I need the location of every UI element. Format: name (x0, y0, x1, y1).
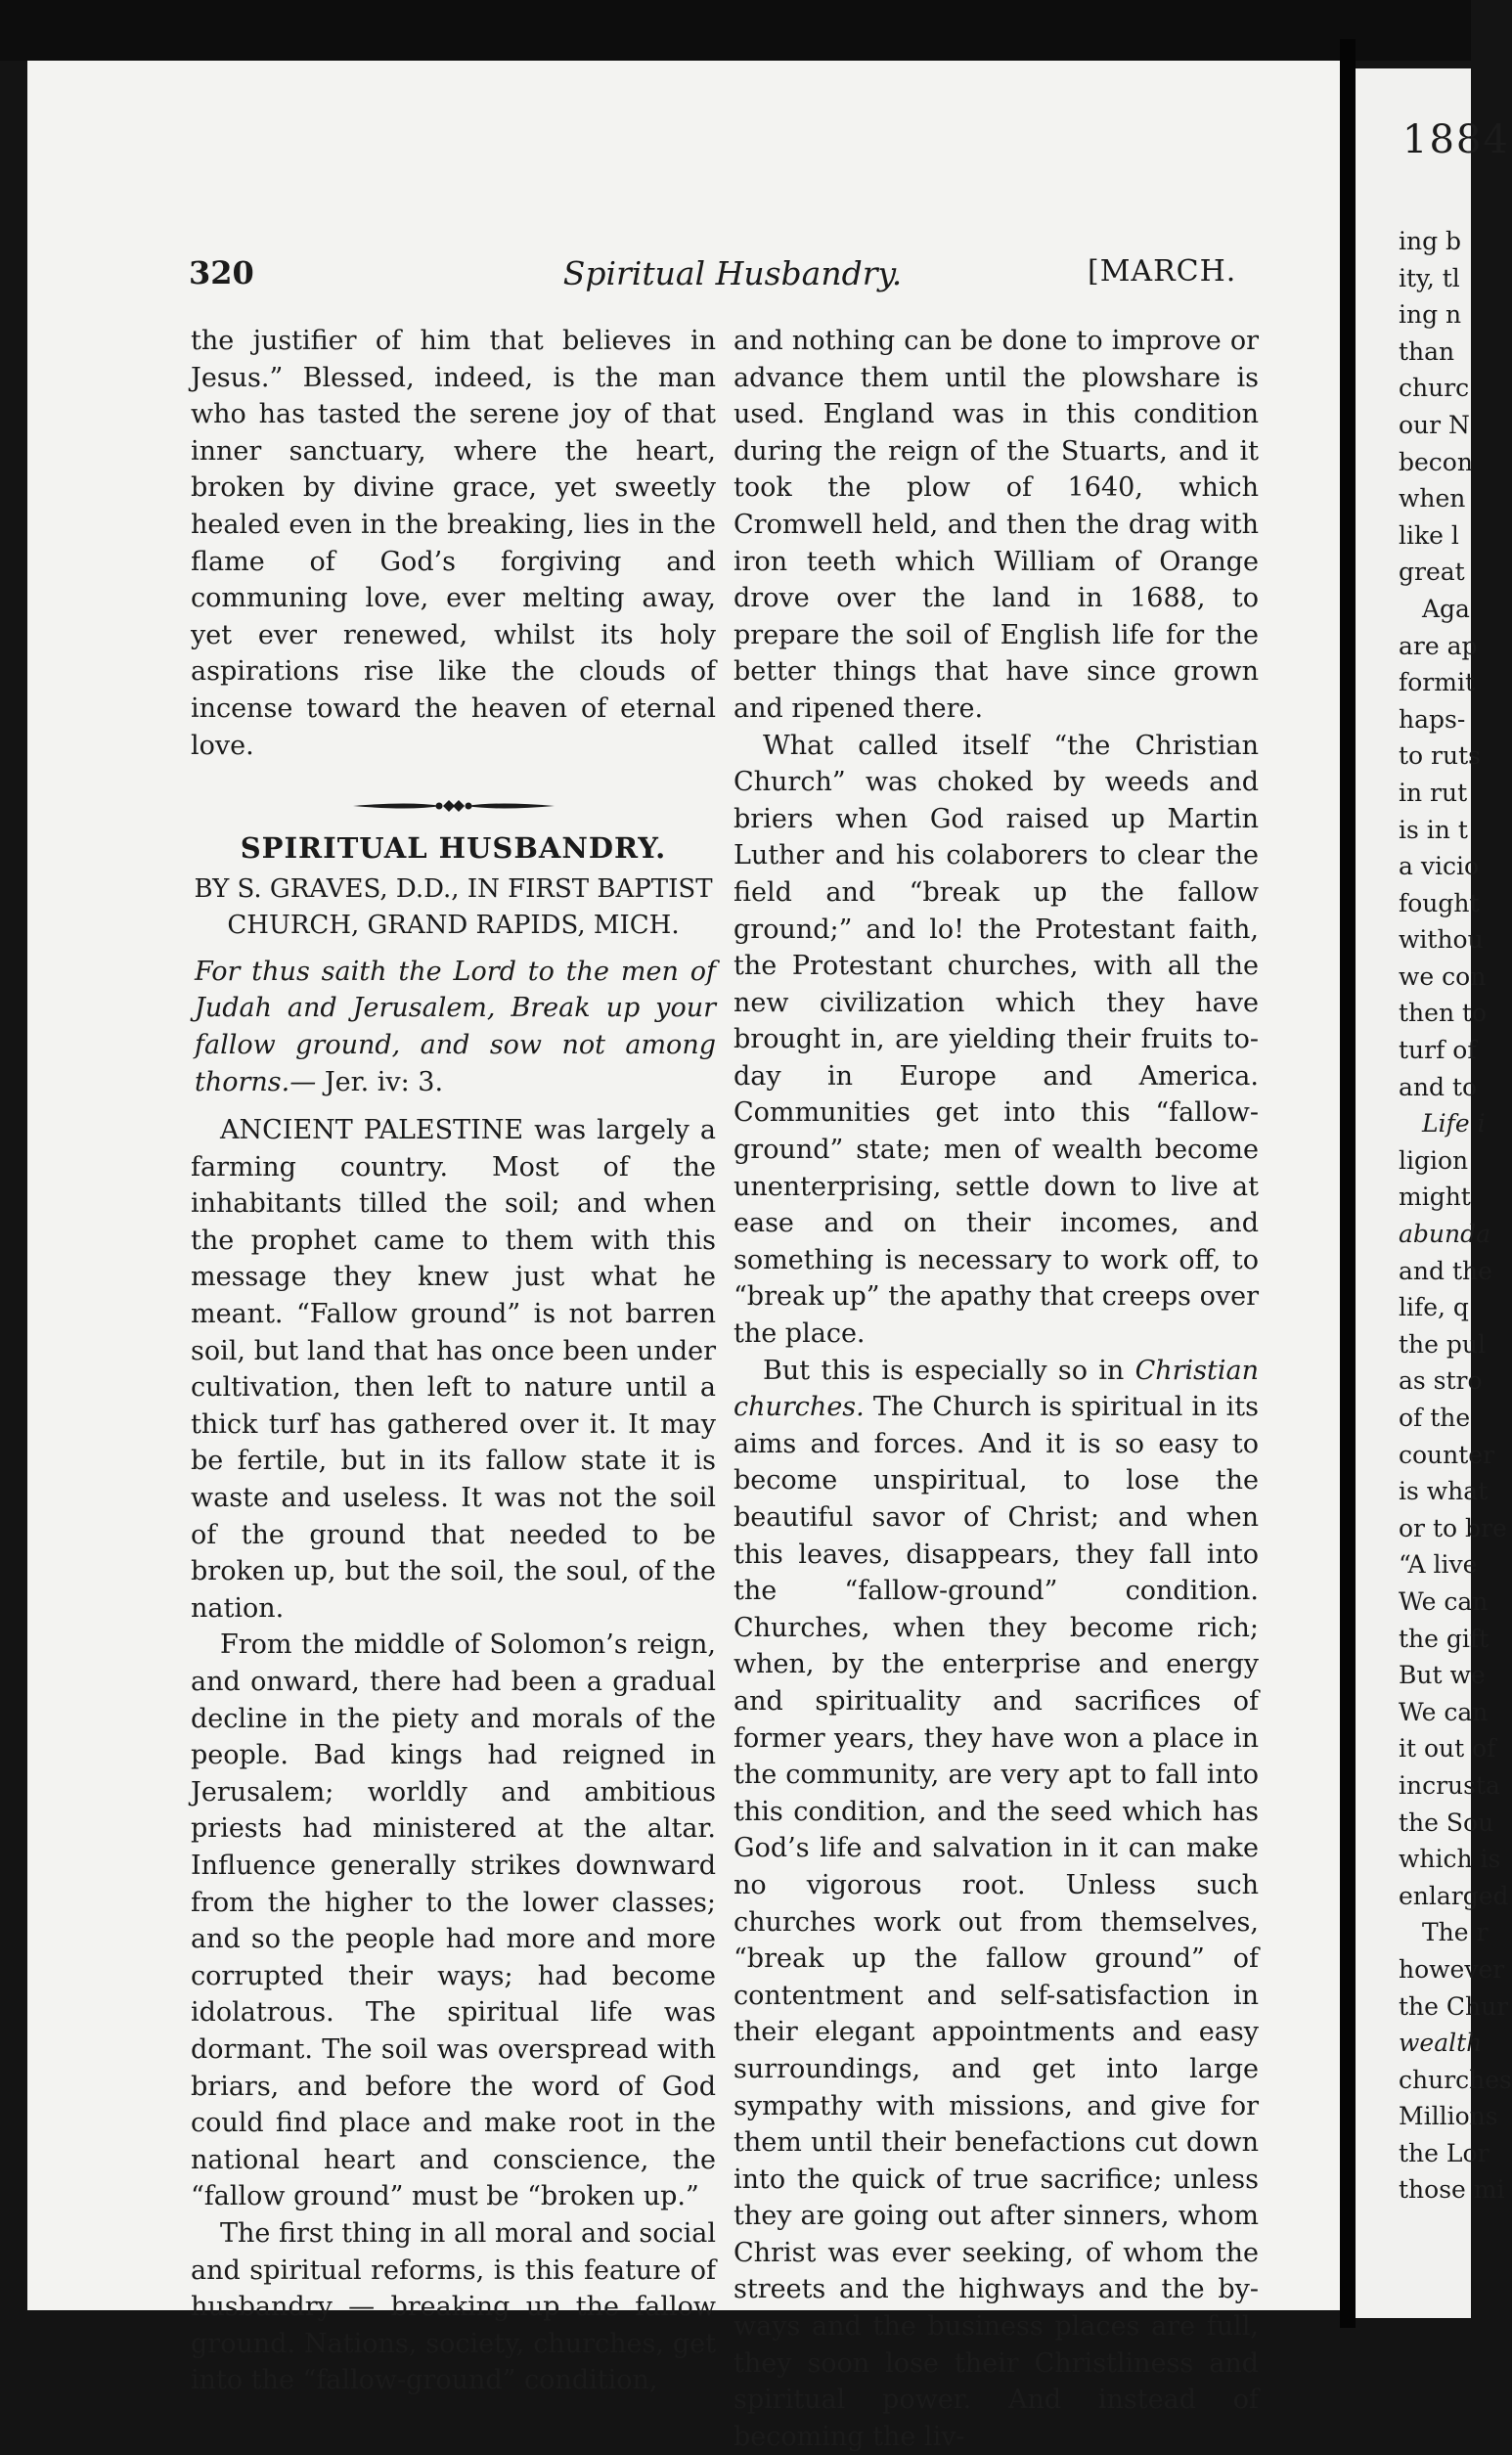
right-page-line: to ruts (1399, 741, 1481, 771)
running-title: Spiritual Husbandry. (562, 254, 903, 292)
right-page-line: and to (1399, 1072, 1478, 1101)
right-page-line: then to (1399, 999, 1488, 1028)
right-page-line: and the (1399, 1256, 1492, 1285)
right-page-line: Aga (1422, 594, 1470, 623)
right-page-line: But we (1399, 1661, 1486, 1690)
right-page-line: however (1399, 1954, 1505, 1984)
intro-paragraph: the justifier of him that believes in Jesus.” Blessed, indeed, is the man who has tasted the serene joy of that inner sanctuary, where the heart, broken by divine grace, yet sweetly healed even in the breaking, lies in the flame of God’s forgiving and communing love, ever melting away, yet ever renewed, whilst its holy aspirations rise like the clouds of incense toward the heaven of eternal love. (191, 326, 716, 761)
paragraph: From the middle of Solomon’s reign, and onward, there had been a gradual decline in the piety and morals of the people. Bad kings had reigned in Jerusalem; worldly and ambitious priests had ministered at the altar. Influence generally strikes downward from the higher to the lower classes; and so the people had more and more corrupted their ways; had become idolatrous. The spiritual life was dormant. The soil was overspread with briars, and before the word of God could find place and make root in the national heart and conscience, the “fallow ground” must be “broken up.” (191, 1629, 716, 2212)
right-page-line: of the (1399, 1404, 1471, 1432)
right-page-line: we con (1399, 961, 1487, 991)
right-page-line: “A live (1399, 1550, 1478, 1580)
byline-line-1: BY S. GRAVES, D.D., IN FIRST BAPTIST (194, 873, 713, 904)
right-page-line: our N (1399, 410, 1470, 439)
right-page-line: abunda (1399, 1220, 1491, 1249)
byline-line-2: CHURCH, GRAND RAPIDS, MICH. (227, 910, 680, 940)
right-page-line: might (1399, 1183, 1471, 1212)
right-page-line: enlarged (1399, 1881, 1509, 1910)
paragraph-text: The Church is spiritual in its aims and forces. And it is so easy to become unspiritual, to lose the beautiful savor of Christ; and when this leaves, disappears, they fall into the “fallow-ground” condition. Churches, when they become rich; when, by the enterprise and energy and spirituality and sacrifices of former years, they have won a place in the community, are very apt to fall into this condition, and the seed which has God’s life and salvation in it can make no vigorous root. Unless such churches work out from themselves, “break up the fallow ground” of contentment and self-satisfaction in their elegant appointments and easy surroundings, and get into large sympathy with missions, and give for them until their benefactions cut down into the quick of true sacrifice; unless they are going out after sinners, whom Christ was ever seeking, of whom the streets and the highways and the by-ways and the business places are full, they soon lose their Christliness and spiritual power. And instead of becoming the liv- (734, 1392, 1259, 2452)
right-page-header: 1884 (1402, 117, 1510, 162)
paragraph: What called itself “the Christian Church” was choked by weeds and briers when God raised up Martin Luther and his colaborers to clear the field and “break up the fallow ground;” and lo! the Protestant faith, the Protestant churches, with all the new civilization which they have brought in, are yielding their fruits to-day in Europe and America. Communities get into this “fallow-ground” state; men of wealth become unenterprising, settle down to live at ease and on their incomes, and something is necessary to work off, to “break up” the apathy that creeps over the place. (734, 730, 1259, 1350)
right-page-line: ing b (1399, 227, 1462, 255)
right-page-fragment (1356, 68, 1512, 2318)
right-page-line: the gift (1399, 1624, 1490, 1653)
right-page-line: ity, tl (1399, 263, 1460, 292)
epigraph-reference: Jer. iv: 3. (324, 1066, 444, 1097)
column-2 (734, 323, 1259, 2455)
paragraph: and nothing can be done to improve or advance them until the plowshare is used. England was in this condition during the reign of the Stuarts, and it took the plow of 1640, which Cromwell held, and then the drag with iron teeth which William of Orange drove over the land in 1688, to prepare the soil of English life for the better things that have since grown and ripened there. (734, 326, 1259, 724)
right-page-line: churches (1399, 2065, 1512, 2094)
emphasis-text: Christian churches. (734, 1355, 1259, 1423)
right-page-line: which is (1399, 1845, 1501, 1874)
right-page-line: is what (1399, 1477, 1489, 1506)
left-page (27, 61, 1340, 2452)
right-page-line: or to bre (1399, 1513, 1507, 1542)
page-number: 320 (189, 254, 254, 291)
right-page-lines (1399, 223, 1512, 2209)
right-page-line: Millions (1399, 2102, 1498, 2131)
right-page-line: in rut (1399, 778, 1468, 807)
right-page-line: it out of (1399, 1734, 1496, 1763)
right-page-line: turf of (1399, 1036, 1477, 1065)
paragraph-text: was largely a farming country. Most of the inhabitants tilled the soil; and when the prophet came to them with this message they knew just what he meant. “Fallow ground” is not barren soil, but land that has once been under cultivation, then left to nature until a thick turf has gathered over it. It may be fertile, but in its fallow state it is waste and useless. It was not the soil of the ground that needed to be broken up, but the soil, the soul, of the nation. (191, 1115, 716, 1624)
right-page-line: is in t (1399, 815, 1468, 844)
epigraph (191, 954, 716, 1100)
right-page-line: churc (1399, 374, 1470, 403)
ornament-icon (351, 791, 556, 821)
right-page-line: the pul (1399, 1329, 1486, 1359)
column-1 (191, 323, 716, 2399)
right-page-line: when (1399, 484, 1466, 513)
right-page-line: a vicio (1399, 852, 1480, 881)
month-label: [MARCH. (1088, 254, 1237, 289)
right-page-line: We can (1399, 1697, 1489, 1726)
right-page-line: haps- (1399, 704, 1466, 734)
right-page-line: ligion (1399, 1145, 1469, 1175)
right-page-line: the Chur (1399, 1991, 1509, 2021)
right-page-line: We can (1399, 1586, 1489, 1616)
paragraph: The first thing in all moral and social and spiritual reforms, is this feature of husbandry — breaking up the fallow ground. Nations, society, churches, get into the “fallow-ground” condition, (191, 2217, 716, 2396)
right-page-line: as stro (1399, 1366, 1483, 1396)
right-page-line: incrusta (1399, 1770, 1500, 1800)
right-page-line: the Lor (1399, 2138, 1490, 2167)
right-page-line: ing n (1399, 300, 1462, 330)
page-header (27, 190, 1340, 292)
right-page-line: counter (1399, 1440, 1495, 1469)
right-page-line: great (1399, 558, 1465, 587)
right-page-line: becon (1399, 447, 1473, 476)
scan-border-top (0, 0, 1471, 61)
right-page-line: fought (1399, 888, 1480, 917)
paragraph-text: But this is especially so in (763, 1355, 1135, 1386)
right-page-line: the Sou (1399, 1808, 1494, 1837)
paragraph (734, 1353, 1259, 2455)
right-page-line: than (1399, 336, 1455, 366)
right-page-line: formit (1399, 668, 1476, 697)
right-page-line: withou (1399, 925, 1484, 955)
right-page-line: like l (1399, 520, 1459, 550)
right-page-line: are ap (1399, 631, 1478, 660)
paragraph (191, 1112, 716, 1627)
page-gutter (1340, 39, 1356, 2328)
ornament-divider (191, 791, 716, 825)
article-title: SPIRITUAL HUSBANDRY. (240, 831, 667, 866)
epigraph-text: For thus saith the Lord to the men of Judah and Jerusalem, Break up your fallow ground, and sow not among thorns.— (195, 956, 716, 1097)
right-page-line: Life i (1422, 1109, 1486, 1138)
lead-in-text: ANCIENT PALESTINE (220, 1115, 524, 1146)
right-page-line: those mi (1399, 2175, 1505, 2205)
right-page-line: wealth (1399, 2029, 1483, 2058)
right-page-line: life, q (1399, 1293, 1469, 1322)
right-page-line: The r (1422, 1918, 1489, 1947)
